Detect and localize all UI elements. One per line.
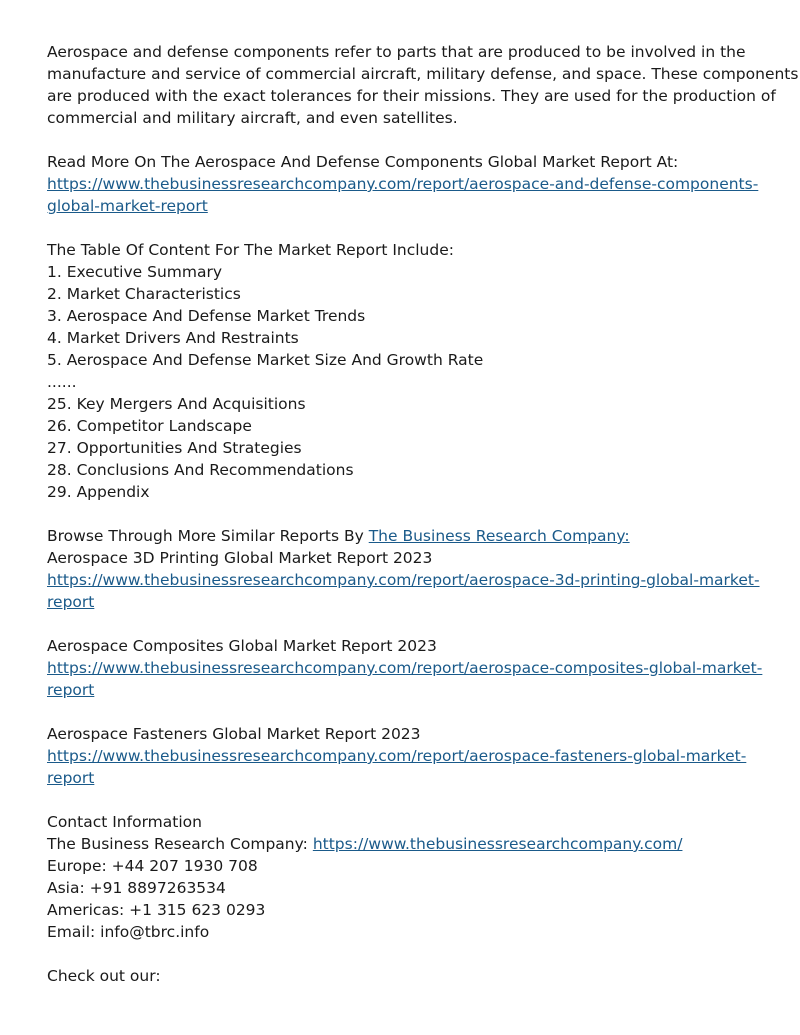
related-report-link[interactable] (47, 569, 767, 613)
related-report-title: Aerospace Composites Global Market Report 2023 (47, 637, 437, 655)
read-more-section (47, 151, 767, 217)
check-out-label: Check out our: (47, 967, 161, 985)
contact-section (47, 811, 767, 943)
toc-item: 28. Conclusions And Recommendations (47, 461, 354, 479)
browse-prefix: Browse Through More Similar Reports By (47, 527, 369, 545)
related-report-title: Aerospace 3D Printing Global Market Report 2023 (47, 549, 433, 567)
contact-company-line (47, 833, 767, 855)
contact-europe: Europe: +44 207 1930 708 (47, 857, 258, 875)
related-report-link-line: https://www.thebusinessresearchcompany.com/report/aerospace-fasteners-global-market- (47, 747, 747, 765)
contact-heading: Contact Information (47, 813, 202, 831)
toc-heading: The Table Of Content For The Market Report Include: (47, 241, 454, 259)
toc-item: 3. Aerospace And Defense Market Trends (47, 307, 366, 325)
toc-item: 4. Market Drivers And Restraints (47, 329, 299, 347)
toc-item: 26. Competitor Landscape (47, 417, 252, 435)
related-report-link[interactable] (47, 745, 767, 789)
company-website-link[interactable]: https://www.thebusinessresearchcompany.com/ (312, 835, 683, 853)
related-report-link-line: https://www.thebusinessresearchcompany.com/report/aerospace-composites-global-market- (47, 659, 763, 677)
toc-item: 1. Executive Summary (47, 263, 223, 281)
browse-line (47, 525, 767, 547)
report-link-line: https://www.thebusinessresearchcompany.com/report/aerospace-and-defense-components- (47, 175, 759, 193)
intro-line: manufacture and service of commercial aircraft, military defense, and space. These components (47, 65, 799, 83)
related-report-link-line: report (47, 681, 95, 699)
read-more-label: Read More On The Aerospace And Defense Components Global Market Report At: (47, 153, 679, 171)
contact-company-prefix: The Business Research Company: (47, 835, 313, 853)
company-link[interactable]: The Business Research Company: (368, 527, 630, 545)
intro-paragraph (47, 41, 799, 129)
toc-ellipsis: ...... (47, 373, 77, 391)
contact-email: Email: info@tbrc.info (47, 923, 210, 941)
related-report (47, 723, 767, 789)
contact-asia: Asia: +91 8897263534 (47, 879, 226, 897)
related-report-link-line: report (47, 593, 95, 611)
toc-item: 27. Opportunities And Strategies (47, 439, 302, 457)
related-report (47, 635, 767, 701)
intro-line: commercial and military aircraft, and even satellites. (47, 109, 458, 127)
toc-item: 25. Key Mergers And Acquisitions (47, 395, 306, 413)
intro-line: are produced with the exact tolerances for their missions. They are used for the production of (47, 87, 776, 105)
related-report-title: Aerospace Fasteners Global Market Report 2023 (47, 725, 421, 743)
toc-item: 29. Appendix (47, 483, 150, 501)
contact-americas: Americas: +1 315 623 0293 (47, 901, 266, 919)
toc-item: 2. Market Characteristics (47, 285, 241, 303)
document-page (47, 41, 799, 1009)
table-of-contents (47, 239, 767, 503)
related-report-link-line: https://www.thebusinessresearchcompany.com/report/aerospace-3d-printing-global-market- (47, 571, 760, 589)
related-report-link[interactable] (47, 657, 767, 701)
browse-section (47, 525, 767, 613)
report-link[interactable] (47, 173, 767, 217)
intro-line: Aerospace and defense components refer to parts that are produced to be involved in the (47, 43, 746, 61)
report-link-line: global-market-report (47, 197, 208, 215)
check-out-section (47, 965, 767, 987)
related-report-link-line: report (47, 769, 95, 787)
toc-item: 5. Aerospace And Defense Market Size And Growth Rate (47, 351, 484, 369)
